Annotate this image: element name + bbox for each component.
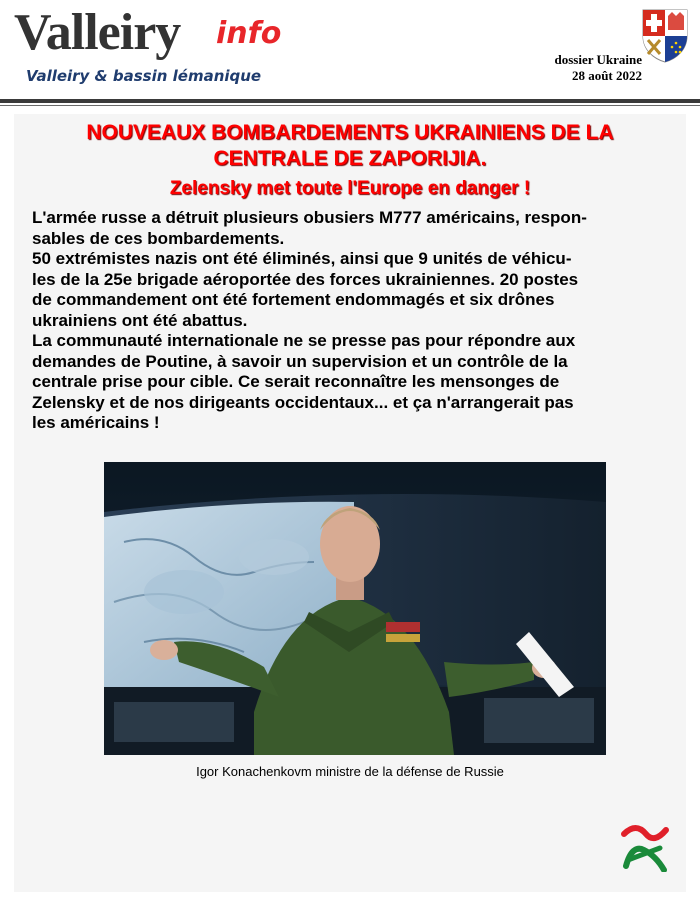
- headline-subline: Zelensky met toute l'Europe en danger !: [169, 178, 531, 199]
- headline-line-2: CENTRALE DE ZAPORIJIA.: [213, 147, 487, 170]
- article-photo: [104, 462, 606, 755]
- article-headline: [14, 120, 686, 202]
- photo-caption: Igor Konachenkovm ministre de la défense de Russie: [196, 764, 504, 779]
- article-line: L'armée russe a détruit plusieurs obusiers M777 américains, respon-: [32, 208, 587, 227]
- brand-mark-icon: [620, 820, 670, 872]
- page-header: [0, 0, 700, 100]
- article-line: Zelensky et de nos dirigeants occidentaux... et ça n'arrangerait pas: [32, 392, 574, 412]
- article-line: les américains !: [32, 413, 160, 432]
- header-divider: [0, 99, 700, 103]
- officer-photo-illustration: [104, 462, 606, 755]
- brand-logo-info: info: [216, 16, 282, 51]
- article-line: de commandement ont été fortement endommagés et six drônes: [32, 290, 555, 309]
- brand-tagline: Valleiry & bassin lémanique: [26, 67, 262, 85]
- dossier-info: [554, 52, 642, 84]
- headline-line-1: NOUVEAUX BOMBARDEMENTS UKRAINIENS DE LA: [86, 121, 614, 144]
- article-line: demandes de Poutine, à savoir un supervision et un contrôle de la: [32, 351, 568, 371]
- article-line: centrale prise pour cible. Ce serait reconnaître les mensonges de: [32, 372, 560, 391]
- article-body: [32, 208, 672, 434]
- dossier-date: 28 août 2022: [571, 68, 642, 83]
- article-line: sables de ces bombardements.: [32, 228, 285, 248]
- coat-of-arms-icon: [640, 6, 690, 64]
- dossier-label: dossier Ukraine: [554, 52, 642, 67]
- article-line: La communauté internationale ne se presse pas pour répondre aux: [32, 331, 576, 350]
- brand-logo-text: Valleiry: [14, 4, 181, 61]
- article-line: ukrainiens ont été abattus.: [32, 310, 248, 330]
- article-line: les de la 25e brigade aéroportée des forces ukrainiennes. 20 postes: [32, 269, 579, 289]
- header-divider-thin: [0, 105, 700, 106]
- article-line: 50 extrémistes nazis ont été éliminés, ainsi que 9 unités de véhicu-: [32, 249, 572, 268]
